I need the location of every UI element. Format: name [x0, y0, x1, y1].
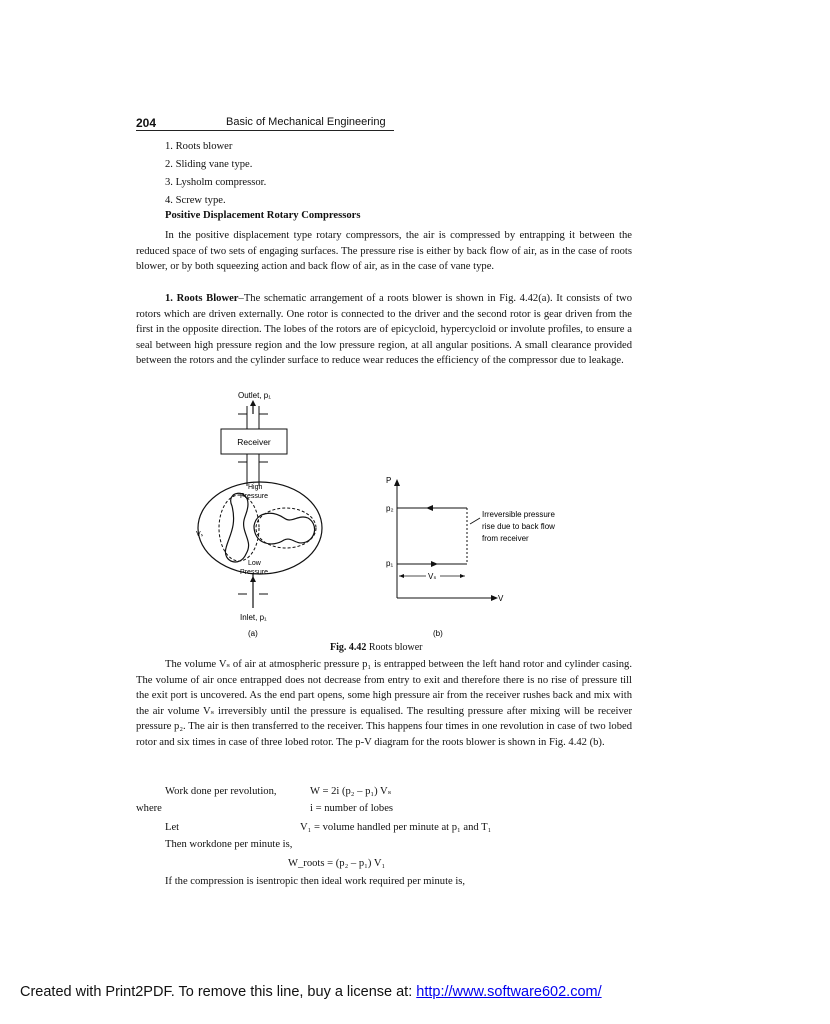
- vs-label-left: Vₛ: [196, 531, 204, 538]
- figure-caption: [330, 642, 830, 653]
- subfigure-b-label: (b): [433, 629, 443, 638]
- figure-roots-blower: [190, 386, 555, 654]
- list-item: 1. Roots blower: [165, 141, 233, 152]
- right-rotor-path: [256, 508, 316, 548]
- let-label: Let: [165, 822, 180, 833]
- paragraph-intro: In the positive displacement type rotary compressors, the air is compressed by entrapping it between the reduced space of two sets of engaging surfaces. The pressure rise is either by back flow of air, as in the case of roots blower, or by both squeezing action and back flow of air, as in the case of vane type.: [136, 230, 632, 273]
- annotation-line-1: Irreversible pressure: [482, 510, 555, 519]
- p-axis-arrowhead: [394, 479, 400, 486]
- list-item: 3. Lysholm compressor.: [165, 177, 267, 188]
- receiver-label: Receiver: [237, 437, 271, 447]
- right-rotor: [254, 513, 315, 544]
- v1-definition: V₁ = volume handled per minute at p₁ and T₁: [300, 822, 492, 833]
- p2-line-arrow: [426, 505, 433, 511]
- p2-label: p₂: [386, 504, 394, 513]
- inlet-label: Inlet, p₁: [240, 613, 267, 622]
- annotation-line-2: rise due to back flow: [482, 522, 555, 531]
- outlet-arrowhead: [250, 400, 256, 406]
- axis-p-label: P: [386, 476, 392, 485]
- vs-label: Vₛ: [428, 572, 437, 581]
- inlet-arrowhead: [250, 576, 256, 582]
- vs-dim-arrow-right: [460, 574, 465, 578]
- list-item: 4. Screw type.: [165, 195, 226, 206]
- paragraph-roots-blower: [136, 291, 632, 369]
- roots-blower-lead: 1. Roots Blower: [165, 293, 239, 304]
- high-pressure-label-2: Pressure: [240, 493, 269, 500]
- footer-license-link[interactable]: http://www.software602.com/: [416, 984, 602, 1000]
- section-heading: Positive Displacement Rotary Compressors: [165, 210, 361, 221]
- annotation-leader: [470, 518, 480, 524]
- footer-text: Created with Print2PDF. To remove this line, buy a license at:: [20, 984, 417, 1000]
- list-item: 2. Sliding vane type.: [165, 159, 253, 170]
- p1-line-arrow: [431, 561, 438, 567]
- book-title: Basic of Mechanical Engineering: [226, 116, 386, 128]
- figure-caption-text: Roots blower: [368, 642, 423, 653]
- roots-blower-text: –The schematic arrangement of a roots blower is shown in Fig. 4.42(a). It consists of two rotors which are driven externally. One rotor is connected to the driver and the second rotor is gear driven from the first in the opposite direction. The lobes of the rotors are of epicycloid, hypercycloid or involute profiles, to ensure a seal between high pressure region and the low pressure region, at all angular positions. A small clearance provided between the rotors and the cylinder surface to reduce wear reduces the efficiency of the compressor due to leakage.: [136, 293, 632, 367]
- figure-drawing: [190, 386, 555, 642]
- print2pdf-footer: [20, 984, 602, 1000]
- outlet-label: Outlet, p₁: [238, 391, 271, 400]
- left-rotor-path: [219, 495, 259, 561]
- low-pressure-label-1: Low: [248, 560, 261, 567]
- lobes-definition: i = number of lobes: [310, 803, 394, 814]
- axis-v-label: V: [498, 594, 504, 603]
- high-pressure-label-1: High: [248, 484, 263, 491]
- isentropic-line: If the compression is isentropic then ideal work required per minute is,: [165, 876, 466, 887]
- v-axis-arrowhead: [491, 595, 498, 601]
- annotation-line-3: from receiver: [482, 534, 529, 543]
- work-label: Work done per revolution,: [165, 786, 277, 797]
- subfigure-a-label: (a): [248, 629, 258, 638]
- work-equation: W = 2i (p₂ – p₁) Vₛ: [310, 786, 392, 797]
- where-label: where: [136, 803, 162, 814]
- wroots-equation: W_roots = (p₂ – p₁) V₁: [288, 858, 386, 869]
- compressor-type-list: [165, 138, 266, 210]
- page-number: 204: [136, 116, 157, 130]
- p1-label: p₁: [386, 559, 394, 568]
- page-header: [136, 116, 394, 131]
- workdone-label: Then workdone per minute is,: [165, 839, 293, 850]
- vs-dim-arrow-left: [399, 574, 404, 578]
- left-rotor: [225, 493, 248, 562]
- low-pressure-label-2: Pressure: [240, 569, 269, 576]
- figure-caption-number: Fig. 4.42: [330, 642, 367, 653]
- paragraph-volume: The volume Vₛ of air at atmospheric pressure p₁ is entrapped between the left hand rotor and cylinder casing. The volume of air once entrapped does not decrease from entry to exit and therefore there is no rise of pressure till the exit port is uncovered. As the end part opens, some high pressure air from the receiver rushes back and mix with the air volume Vₛ irreversibly until the pressure is equalised. The resulting pressure after mixing will be receiver pressure p₂. The air is then transferred to the receiver. This happens four times in one revolution in case of two lobed rotor and six times in case of three lobed rotor. The p-V diagram for the roots blower is shown in Fig. 4.42 (b).: [136, 659, 632, 748]
